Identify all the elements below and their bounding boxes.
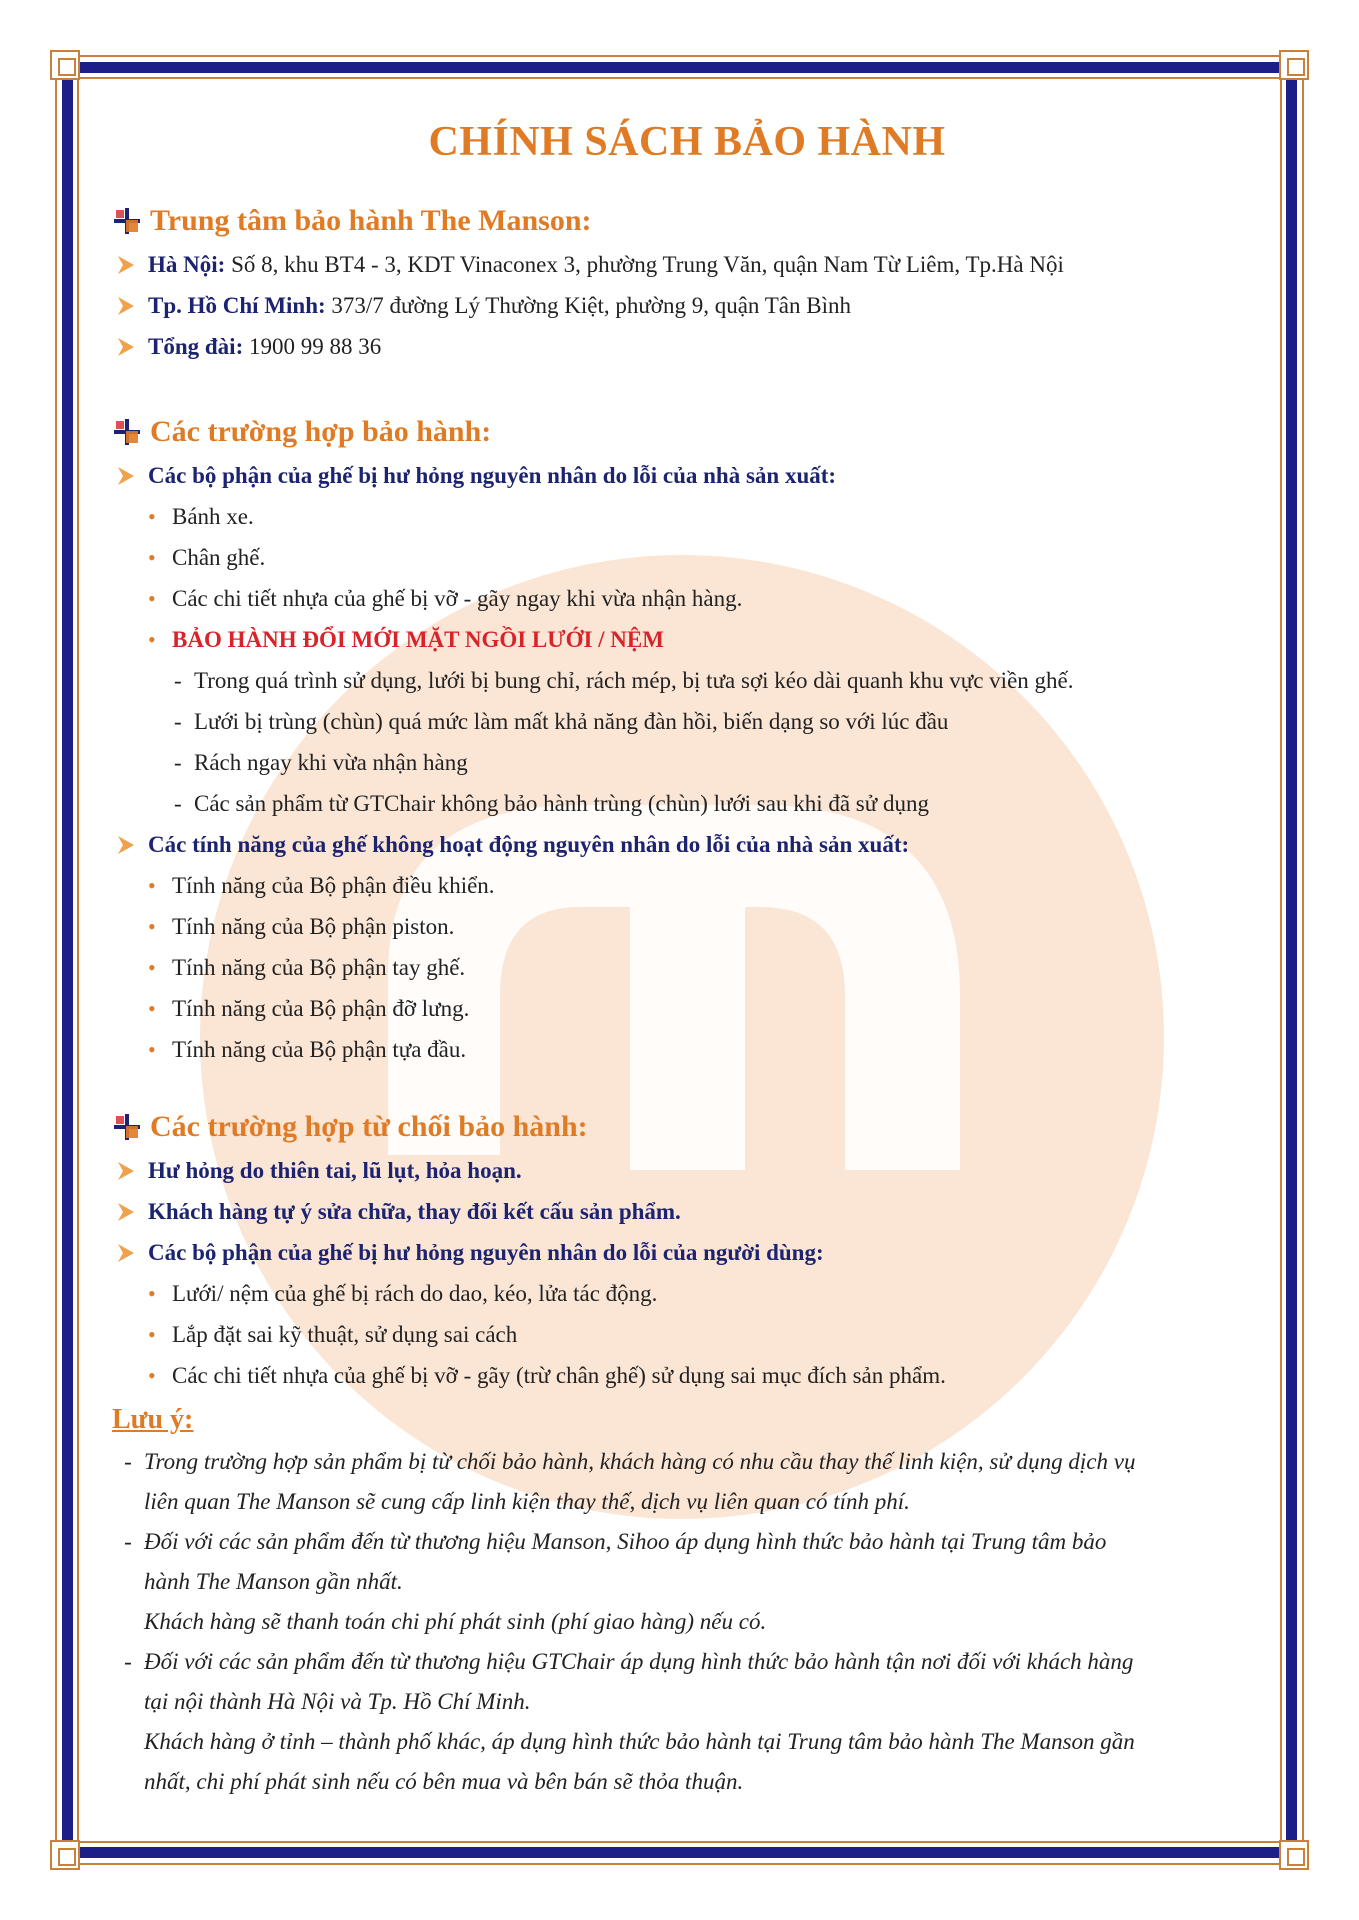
row-label: Tp. Hồ Chí Minh: — [148, 293, 326, 318]
list-item: • Lắp đặt sai kỹ thuật, sử dụng sai cách — [148, 1314, 1262, 1355]
document-content — [112, 100, 1262, 1802]
corner-ornament-bottom-right — [1279, 1840, 1309, 1870]
dash-item: - Các sản phẩm từ GTChair không bảo hành trùng (chùn) lưới sau khi đã sử dụng — [174, 791, 929, 816]
note-item: - Đối với các sản phẩm đến từ thương hiệu GTChair áp dụng hình thức bảo hành tận nơi đối với khách hàng — [124, 1649, 1134, 1674]
page-title: CHÍNH SÁCH BẢO HÀNH — [428, 119, 946, 165]
plus-star-icon — [112, 1112, 142, 1142]
row-value: 373/7 đường Lý Thường Kiệt, phường 9, quận Tân Bình — [331, 293, 851, 318]
center-row-hotline — [112, 326, 1262, 367]
plus-star-icon — [112, 417, 142, 447]
section-heading-refusal — [112, 1104, 1262, 1150]
refusal-item: Khách hàng tự ý sửa chữa, thay đổi kết cấu sản phẩm. — [112, 1191, 1262, 1232]
notes-heading: Lưu ý: — [112, 1404, 194, 1435]
note-line: nhất, chi phí phát sinh nếu có bên mua và bên bán sẽ thỏa thuận. — [144, 1769, 744, 1794]
list-item: • Tính năng của Bộ phận tay ghế. — [148, 947, 1262, 988]
arrow-right-icon — [116, 1242, 136, 1264]
section-heading-text: Các trường hợp bảo hành: — [150, 415, 492, 448]
row-label: Hà Nội: — [148, 252, 226, 277]
arrow-right-icon — [116, 336, 136, 358]
center-row-hanoi — [112, 244, 1262, 285]
row-label: Tổng đài: — [148, 334, 244, 359]
bullet-dot-icon: • — [148, 996, 156, 1021]
list-item: • Tính năng của Bộ phận điều khiển. — [148, 865, 1262, 906]
dash-item: - Lưới bị trùng (chùn) quá mức làm mất khả năng đàn hồi, biến dạng so với lúc đầu — [174, 709, 949, 734]
bullet-dot-icon: • — [148, 1281, 156, 1306]
dash-item: - Trong quá trình sử dụng, lưới bị bung chỉ, rách mép, bị tưa sợi kéo dài quanh khu vực viền ghế. — [174, 668, 1074, 693]
bullet-dot-icon: • — [148, 545, 156, 570]
list-item: • Các chi tiết nhựa của ghế bị vỡ - gãy ngay khi vừa nhận hàng. — [148, 578, 1262, 619]
row-value: 1900 99 88 36 — [248, 334, 382, 359]
arrow-right-icon — [116, 1201, 136, 1223]
notes-block — [112, 1442, 1262, 1802]
bullet-dot-icon: • — [148, 1363, 156, 1388]
arrow-right-icon — [116, 465, 136, 487]
section-heading-center — [112, 198, 1262, 244]
dash-item: - Rách ngay khi vừa nhận hàng — [174, 750, 468, 775]
plus-star-icon — [112, 206, 142, 236]
bullet-dot-icon: • — [148, 914, 156, 939]
refusal-item: Các bộ phận của ghế bị hư hỏng nguyên nhân do lỗi của người dùng: — [112, 1232, 1262, 1273]
bullet-dot-icon: • — [148, 1322, 156, 1347]
bullet-dot-icon: • — [148, 1037, 156, 1062]
bullet-dot-icon: • — [148, 955, 156, 980]
warranty-group-2-title: Các tính năng của ghế không hoạt động nguyên nhân do lỗi của nhà sản xuất: — [112, 824, 1262, 865]
list-item: • Các chi tiết nhựa của ghế bị vỡ - gãy (trừ chân ghế) sử dụng sai mục đích sản phẩm. — [148, 1355, 1262, 1396]
warranty-group-1-title: Các bộ phận của ghế bị hư hỏng nguyên nhân do lỗi của nhà sản xuất: — [112, 455, 1262, 496]
note-line: hành The Manson gần nhất. — [144, 1569, 403, 1594]
bullet-dot-icon: • — [148, 627, 156, 652]
note-item: - Trong trường hợp sản phẩm bị từ chối bảo hành, khách hàng có nhu cầu thay thế linh kiện, sử dụng dịch vụ — [124, 1449, 1136, 1474]
center-row-hcm — [112, 285, 1262, 326]
arrow-right-icon — [116, 295, 136, 317]
section-heading-warranty — [112, 409, 1262, 455]
corner-ornament-bottom-left — [50, 1840, 80, 1870]
bullet-dot-icon: • — [148, 586, 156, 611]
note-line: Khách hàng ở tỉnh – thành phố khác, áp dụng hình thức bảo hành tại Trung tâm bảo hành The Manson gần — [144, 1729, 1135, 1754]
refusal-item: Hư hỏng do thiên tai, lũ lụt, hỏa hoạn. — [112, 1150, 1262, 1191]
row-value: Số 8, khu BT4 - 3, KDT Vinaconex 3, phường Trung Văn, quận Nam Từ Liêm, Tp.Hà Nội — [231, 252, 1064, 277]
section-heading-text: Các trường hợp từ chối bảo hành: — [150, 1110, 588, 1143]
list-item: • Chân ghế. — [148, 537, 1262, 578]
list-item: • Bánh xe. — [148, 496, 1262, 537]
bullet-dot-icon: • — [148, 873, 156, 898]
note-item: - Đối với các sản phẩm đến từ thương hiệu Manson, Sihoo áp dụng hình thức bảo hành tại Trung tâm bảo — [124, 1529, 1107, 1554]
list-item: • Tính năng của Bộ phận đỡ lưng. — [148, 988, 1262, 1029]
note-line: tại nội thành Hà Nội và Tp. Hồ Chí Minh. — [144, 1689, 531, 1714]
list-item: • Tính năng của Bộ phận tựa đầu. — [148, 1029, 1262, 1070]
list-item: • Tính năng của Bộ phận piston. — [148, 906, 1262, 947]
list-item-highlight: • BẢO HÀNH ĐỔI MỚI MẶT NGỒI LƯỚI / NỆM — [148, 619, 1262, 660]
arrow-right-icon — [116, 254, 136, 276]
arrow-right-icon — [116, 834, 136, 856]
note-line: Khách hàng sẽ thanh toán chi phí phát sinh (phí giao hàng) nếu có. — [144, 1609, 767, 1634]
note-line: liên quan The Manson sẽ cung cấp linh kiện thay thế, dịch vụ liên quan có tính phí. — [144, 1489, 910, 1514]
corner-ornament-top-left — [50, 50, 80, 80]
section-heading-text: Trung tâm bảo hành The Manson: — [150, 204, 592, 237]
list-item: • Lưới/ nệm của ghế bị rách do dao, kéo, lửa tác động. — [148, 1273, 1262, 1314]
bullet-dot-icon: • — [148, 504, 156, 529]
arrow-right-icon — [116, 1160, 136, 1182]
corner-ornament-top-right — [1279, 50, 1309, 80]
